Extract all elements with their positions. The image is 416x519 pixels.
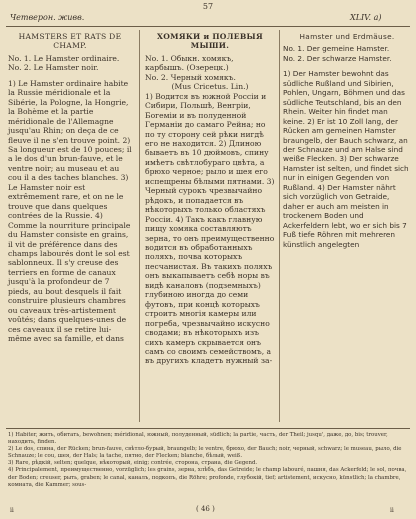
russian-item-1: No. 1. Обыкн. хомякъ, карбышъ. (Озерецк.) bbox=[145, 53, 234, 73]
footnote: 1) Habiter, жить, обитать, bewohnen; méridional, южный, полуденный, südlich; la partie, часть, der Theil; jusqu', даже, до, bis; trouver, находить, finden. bbox=[8, 432, 388, 446]
header-right: XLIV. a) bbox=[350, 13, 382, 22]
german-title: Hamster und Erdmäuse. bbox=[299, 32, 395, 41]
plate-number: ( 46 ) bbox=[196, 505, 215, 513]
footnote: 2) Le dos, спина, der Rücken; brun-fauve, свѣтло-бурый, braungelb; le ventre, брюхо, der Bauch; noir, черный, schwarz; le museau, рыло, die Schnauze; le cou, шея, der Hals; la tache, пятно, der Flecken; blanche, бѣлый, weiß. bbox=[8, 446, 402, 460]
signature-right: ii bbox=[390, 507, 394, 514]
footnote: 3) Rare, рѣдкій, selten; quelque, нѣкоторый, einig; contrée, сторона, страна, die Gegend. bbox=[8, 460, 258, 467]
german-column bbox=[283, 32, 411, 249]
column-divider bbox=[139, 30, 140, 422]
latin-name: (Mus Cricetus. Lin.) bbox=[171, 82, 249, 92]
german-body: 1) Der Hamster bewohnt das südliche Rußland und Sibirien, Pohlen, Ungarn, Böhmen und das südliche Teutschland, bis an den Rhein. Weiter hin findet man keine. 2) Er ist 10 Zoll lang, der Rücken am gemeinen Hamster braungelb, der Bauch schwarz, an der Schnauze und am Halse sind weiße Flecken. 3) Der schwarze Hamster ist selten, und findet sich nur in einigen Gegenden von Rußland. 4) Der Hamster nährt sich vorzüglich von Getraide, daher er auch am meisten in trockenem Boden und Ackerfeldern lebt, wo er sich bis 7 Fuß tiefe Röhren mit mehreren künstlich angelegten bbox=[283, 69, 409, 249]
footnote: 4) Principalement, преимущественно, vorzüglich; les grains, зерна, хлѣбъ, das Getreide; le champ labouré, пашня, das Ackerfeld; le sol, почва, der Boden; creuser, рыть, graben; le canal, каналъ, подкопъ, die Röhre; profonde, глубокій, tief; artistement, искусно, künstlich; la chambre, комната, die Kammer; sous- bbox=[8, 467, 407, 488]
page-number: 57 bbox=[202, 2, 214, 11]
russian-title: ХОМЯКИ и ПОЛЕВЫЯ МЫШИ. bbox=[157, 32, 263, 51]
russian-body: 1) Водится въ южной Россіи и Сибири, Польшѣ, Венгріи, Богеміи и въ полуденной Германіи до самаго Рейна; но по ту сторону сей рѣки нигдѣ его не находится. 2) Длиною бываетъ въ 10 дюймовъ, спину имѣетъ свѣтлобураго цвѣта, а брюхо черное; рыло и шея его испещрены бѣлыми пятнами. 3) Черный сурокъ чрезвычайно рѣдокъ, и попадается въ нѣкоторыхъ только областяхъ Россіи. 4) Такъ какъ главную пищу хомяка составляютъ зерна, то онъ преимущественно водится въ обработанныхъ поляхъ, почва которыхъ песчанистая. Въ такихъ поляхъ онъ выкапываетъ себѣ норы въ видѣ каналовъ (подземныхъ) глубиною иногда до семи футовъ, при концѣ которыхъ строитъ многія камеры или погреба, чрезвычайно искусно сводами; въ нѣкоторыхъ изъ сихъ камеръ скрывается онъ самъ со своимъ семействомъ, а въ другихъ кладетъ нужный за- bbox=[145, 91, 275, 366]
footnote-rule bbox=[6, 428, 410, 429]
french-title: HAMSTERS ET RATS DE CHAMP. bbox=[18, 32, 122, 51]
header-rule bbox=[6, 26, 410, 27]
signature-left: ii bbox=[10, 507, 14, 514]
footnotes bbox=[8, 432, 410, 489]
french-column bbox=[8, 32, 132, 344]
header-left: Четверон. живв. bbox=[10, 13, 85, 22]
french-item-2: No. 2. Le Hamster noir. bbox=[8, 63, 99, 73]
german-item-2: No. 2. Der schwarze Hamster. bbox=[283, 53, 392, 63]
french-item-1: No. 1. Le Hamster ordinaire. bbox=[8, 53, 120, 63]
russian-column bbox=[145, 32, 275, 366]
russian-item-2: No. 2. Черный хомякъ. bbox=[145, 72, 236, 82]
column-divider bbox=[279, 30, 280, 422]
german-item-1: No. 1. Der gemeine Hamster. bbox=[283, 44, 390, 54]
french-body: 1) Le Hamster ordinaire habite la Russie méridionale et la Sibérie, la Pologne, la Hongrie, la Bohème et la partie méridionale de l'Allemagne jusqu'au Rhin; on deça de ce fleuve il ne s'en trouve point. 2) Sa longueur est de 10 pouces; il a le dos d'un brun-fauve, et le ventre noir; au museau et au cou il a des taches blanches. 3) Le Hamster noir est extrêmement rare, et on ne le trouve que dans quelques contrées de la Russie. 4) Comme la nourriture principale du Hamster consiste en grains, il vit de préférence dans des champs labourés dont le sol est sablonneux. Il s'y creuse des terriers en forme de canaux jusqu'à la profondeur de 7 pieds, au bout desquels il fait construire plusieurs chambres ou caveaux très-artistement voûtés; dans quelques-unes de ces caveaux il se retire lui-même avec sa famille, et dans bbox=[8, 78, 132, 344]
